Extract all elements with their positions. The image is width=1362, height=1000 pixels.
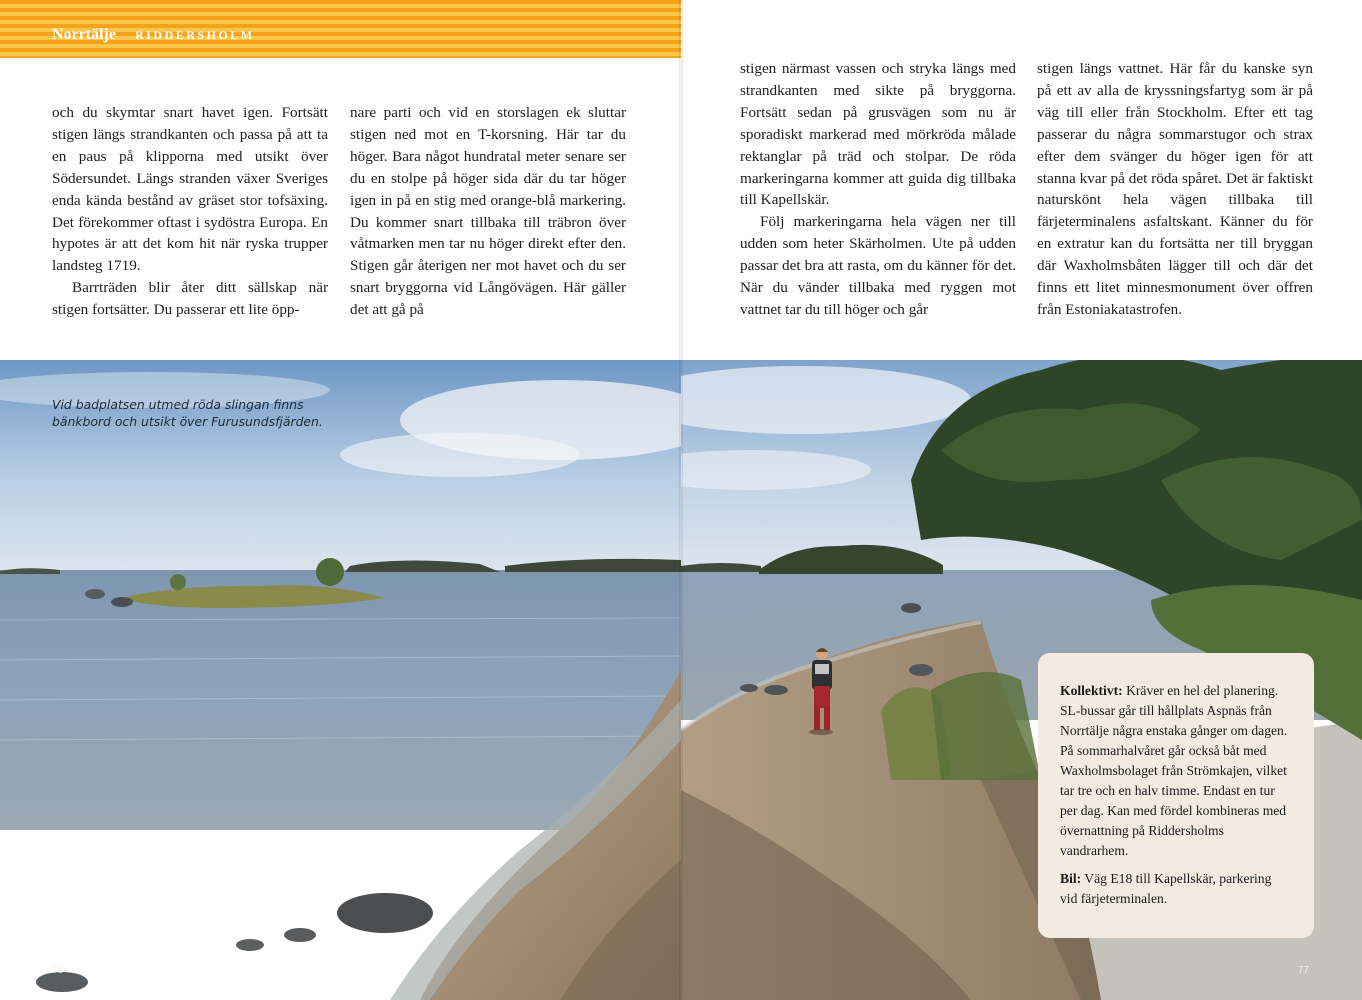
photo-caption: Vid badplatsen utmed röda slingan finns bänkbord och utsikt över Furusundsfjärden. <box>52 397 323 429</box>
paragraph: stigen längs vattnet. Här får du kanske syn på ett av alla de kryssningsfartyg som är på väg till eller från Stockholm. Efter ett tag passerar du några sommarstugor och strax efter dem svänger du höger igen för att stanna kvar på det röda spåret. Det är faktiskt naturskönt hela vägen tillbaka till färjeterminalens asfaltskant. Känner du för en extratur kan du fortsätta ner till bryggan där Waxholmsbåten lägger till och där det finns ett litet minnesmonument över offren från Estoniakatastrofen. <box>1037 60 1313 318</box>
running-head-place: Norrtälje <box>52 26 116 43</box>
info-car <box>1060 869 1292 909</box>
left-text-column-1 <box>52 102 328 321</box>
info-car-text: Väg E18 till Kapellskär, parkering vid färjeterminalen. <box>1060 871 1272 906</box>
info-transit <box>1060 681 1292 861</box>
info-transit-text: Kräver en hel del planering. SL-bussar går till hållplats Aspnäs från Norrtälje några enstaka gånger om dagen. På sommarhalvåret går också båt med Waxholmsbolaget från Strömkajen, vilket tar tre och en halv timme. Endast en tur per dag. Kan med fördel kombineras med övernattning på Riddersholms vandrarhem. <box>1060 683 1288 858</box>
running-head-section: RIDDERSHOLM <box>135 28 255 42</box>
practical-info-box <box>1038 653 1314 938</box>
left-photo-beach-view <box>0 360 681 1000</box>
paragraph: och du skymtar snart havet igen. Fortsätt stigen längs strandkanten och passa på att ta en paus på klipporna med utsikt över Södersundet. Längs stranden växer Sveriges enda kända bestånd av gräset stor tofsäxing. Det förekommer oftast i sydöstra Europa. En hypotes är att det kom hit när ryska trupper landsteg 1719. <box>52 104 328 275</box>
paragraph: stigen närmast vassen och stryka längs med strandkanten med sikte på bryggorna. Fortsätt sedan på grusvägen som nu är sporadiskt markerad med mörkröda målade rektanglar på träd och stolpar. De röda markeringarna kommer att guida dig tillbaka till Kapellskär. <box>740 60 1016 209</box>
book-gutter <box>679 0 683 1000</box>
page-number: 77 <box>1297 965 1309 976</box>
page-number: 76 <box>52 965 64 976</box>
paragraph: Följ markeringarna hela vägen ner till udden som heter Skärholmen. Ute på udden passar det bra att rasta, om du känner för det. När du vänder tillbaka med ryggen mot vattnet tar du till höger och går <box>740 213 1016 318</box>
running-head <box>52 24 255 44</box>
right-text-column-2 <box>1037 58 1313 321</box>
running-header-band <box>0 0 681 58</box>
paragraph: nare parti och vid en storslagen ek sluttar stigen ned mot en T-korsning. Här tar du höger. Bara något hundratal meter senare ser du en stolpe på höger sida där du tar höger igen in på en stig med orange-blå markering. Du kommer snart tillbaka till träbron över våtmarken men tar nu höger direkt efter den. Stigen går återigen ner mot havet och du ser snart bryggorna vid Långövägen. Här gäller det att gå på <box>350 104 626 319</box>
right-page <box>681 0 1362 1000</box>
info-car-label: Bil: <box>1060 871 1082 886</box>
right-text-column-1 <box>740 58 1016 321</box>
info-transit-label: Kollektivt: <box>1060 683 1123 698</box>
left-text-column-2 <box>350 102 626 321</box>
paragraph: Barrträden blir åter ditt sällskap när stigen fortsätter. Du passerar ett lite öpp- <box>52 279 328 319</box>
